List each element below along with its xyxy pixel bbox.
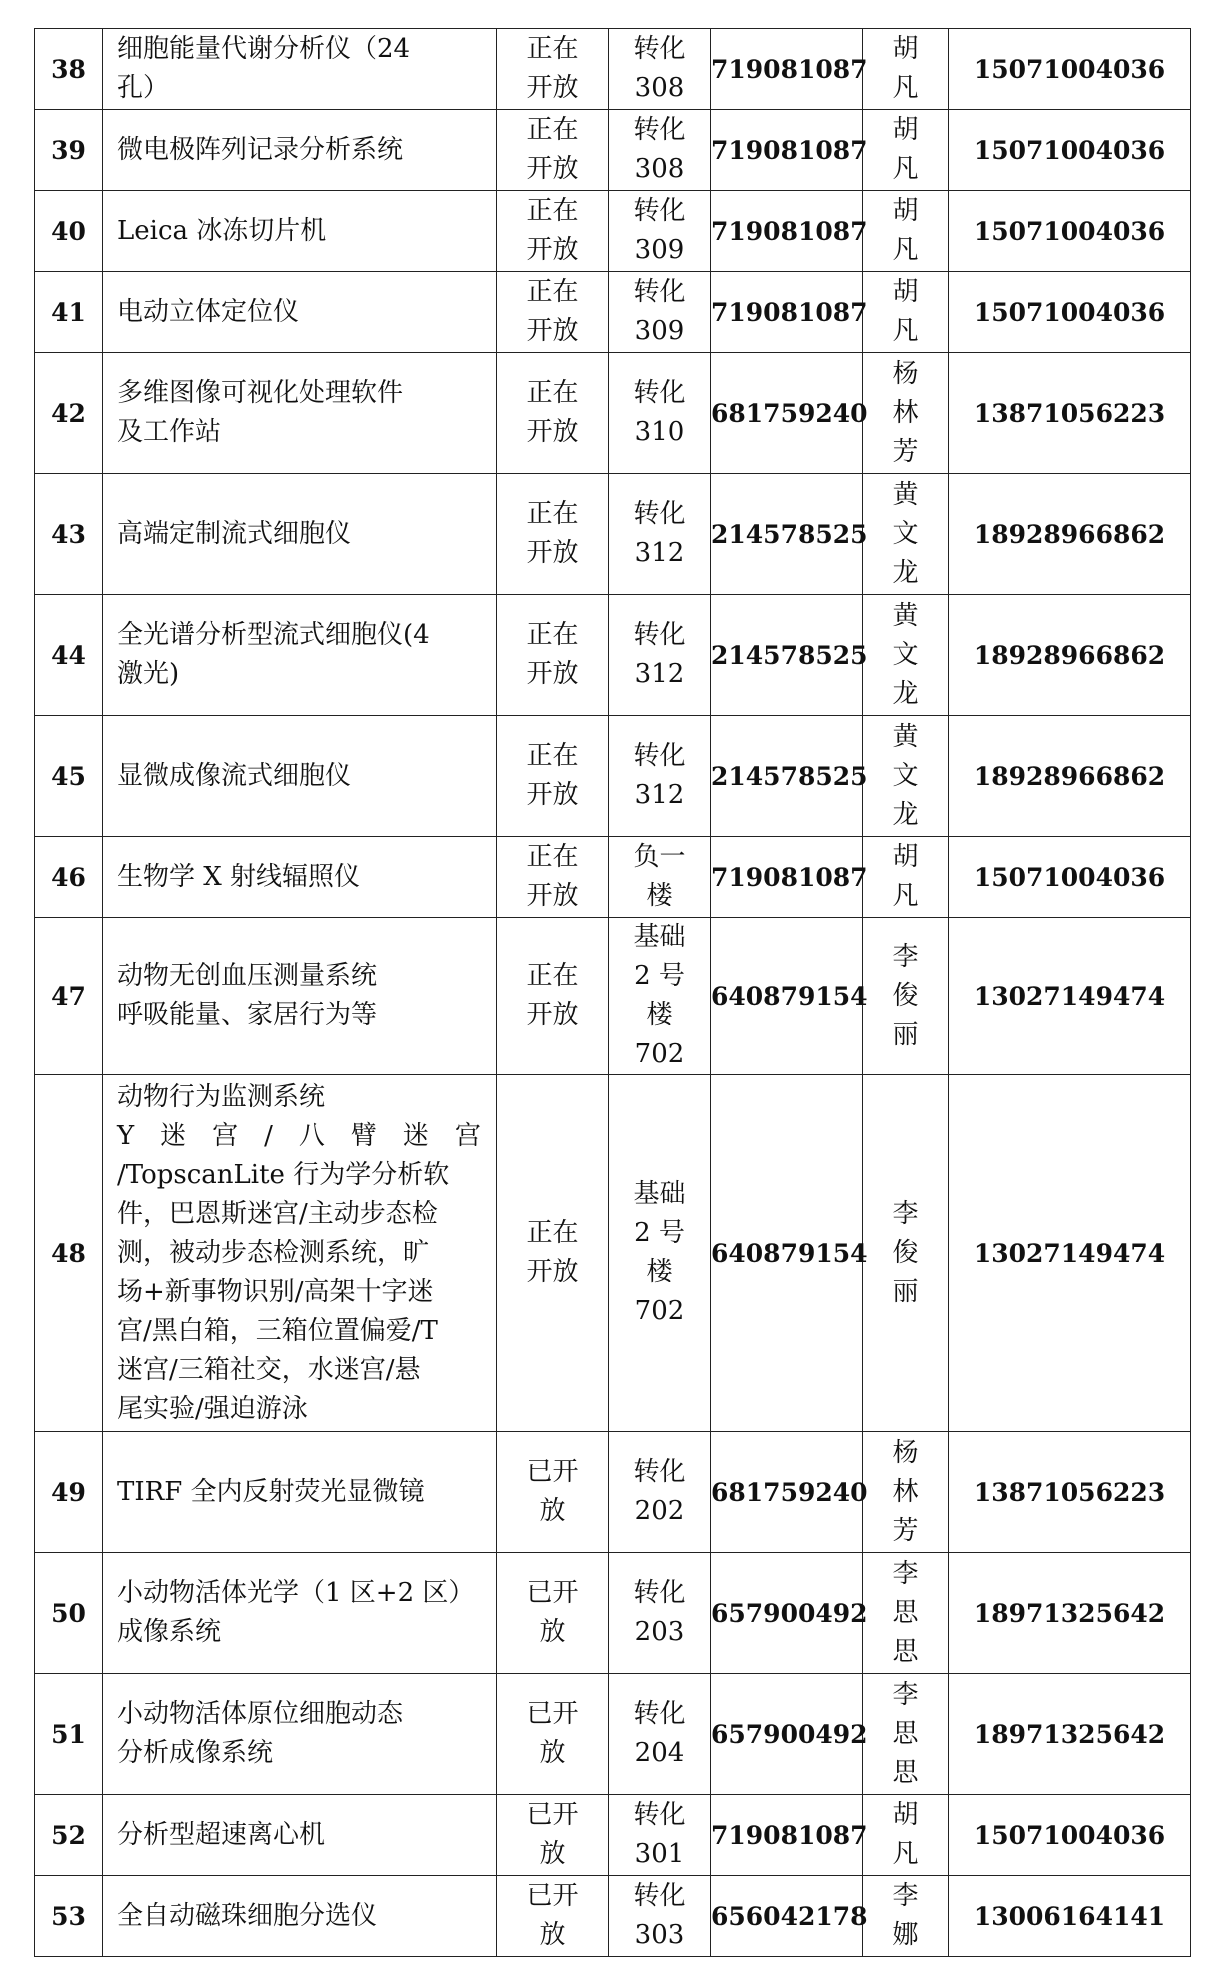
equipment-name [103,837,497,918]
row-number: 53 [35,1876,103,1957]
meeting-code: 681759240 [711,1432,863,1553]
room-location-text: 转化 312 [633,499,686,568]
row-number: 39 [35,110,103,191]
row-number: 42 [35,353,103,474]
room-location-text: 转化 308 [633,34,686,103]
room-location-text: 基础 2 号 楼 702 [633,1179,686,1326]
meeting-code: 719081087 [711,29,863,110]
room-location [609,1553,711,1674]
equipment-name [103,918,497,1075]
contact-person [863,1876,949,1957]
open-status [497,272,609,353]
equipment-name [103,29,497,110]
contact-person-text: 胡 凡 [892,842,919,911]
phone-number: 13871056223 [949,1432,1191,1553]
equipment-name [103,716,497,837]
phone-number: 18971325642 [949,1674,1191,1795]
contact-person [863,29,949,110]
open-status-text: 已开 放 [526,1457,579,1526]
room-location-text: 转化 202 [633,1457,686,1526]
equipment-name [103,191,497,272]
meeting-code: 719081087 [711,1795,863,1876]
open-status [497,474,609,595]
room-location-text: 转化 303 [633,1881,686,1950]
phone-number: 15071004036 [949,191,1191,272]
meeting-code: 214578525 [711,474,863,595]
table-row [35,1075,1191,1432]
table-row [35,716,1191,837]
table-row [35,1432,1191,1553]
equipment-name-text: 微电极阵列记录分析系统 [117,134,404,165]
contact-person-text: 李 娜 [892,1881,919,1950]
table-row [35,191,1191,272]
contact-person [863,272,949,353]
contact-person-text: 李 俊 丽 [892,1198,919,1307]
contact-person [863,716,949,837]
meeting-code: 719081087 [711,837,863,918]
phone-number: 13871056223 [949,353,1191,474]
room-location [609,1795,711,1876]
room-location [609,716,711,837]
contact-person [863,837,949,918]
equipment-name [103,1432,497,1553]
room-location [609,918,711,1075]
open-status [497,595,609,716]
contact-person-text: 胡 凡 [892,277,919,346]
equipment-table [34,28,1191,1957]
equipment-name-text: Leica 冰冻切片机 [117,215,327,246]
room-location-text: 转化 312 [633,620,686,689]
room-location [609,110,711,191]
room-location-text: 转化 312 [633,741,686,810]
phone-number: 13006164141 [949,1876,1191,1957]
contact-person-text: 胡 凡 [892,34,919,103]
open-status [497,29,609,110]
room-location [609,272,711,353]
open-status-text: 正在 开放 [526,961,579,1030]
contact-person [863,1795,949,1876]
equipment-name-text: 显微成像流式细胞仪 [117,760,352,791]
room-location-text: 转化 310 [633,378,686,447]
contact-person [863,595,949,716]
meeting-code: 214578525 [711,595,863,716]
open-status [497,1876,609,1957]
room-location [609,1876,711,1957]
room-location [609,474,711,595]
equipment-name-text: 分析型超速离心机 [117,1819,326,1850]
room-location [609,1432,711,1553]
contact-person [863,918,949,1075]
room-location [609,353,711,474]
open-status-text: 正在 开放 [526,378,579,447]
equipment-name-text: 小动物活体原位细胞动态 分析成像系统 [117,1699,404,1768]
row-number: 46 [35,837,103,918]
meeting-code: 214578525 [711,716,863,837]
room-location [609,29,711,110]
contact-person [863,1674,949,1795]
open-status-text: 正在 开放 [526,196,579,265]
table-row [35,1876,1191,1957]
contact-person [863,474,949,595]
phone-number: 15071004036 [949,1795,1191,1876]
contact-person-text: 黄 文 龙 [892,600,919,709]
open-status-text: 正在 开放 [526,1218,579,1287]
open-status [497,1795,609,1876]
contact-person [863,1553,949,1674]
contact-person-text: 胡 凡 [892,115,919,184]
equipment-name-text: 高端定制流式细胞仪 [117,518,352,549]
row-number: 41 [35,272,103,353]
row-number: 43 [35,474,103,595]
phone-number: 15071004036 [949,272,1191,353]
room-location-text: 转化 309 [633,277,686,346]
room-location-text: 转化 309 [633,196,686,265]
open-status [497,1553,609,1674]
row-number: 40 [35,191,103,272]
open-status-text: 正在 开放 [526,115,579,184]
table-row [35,918,1191,1075]
phone-number: 13027149474 [949,918,1191,1075]
contact-person-text: 李 思 思 [892,1558,919,1667]
contact-person-text: 杨 林 芳 [892,358,919,467]
room-location [609,595,711,716]
room-location [609,191,711,272]
equipment-name-text: 电动立体定位仪 [117,296,300,327]
equipment-name-text: TIRF 全内反射荧光显微镜 [117,1476,425,1507]
contact-person [863,1432,949,1553]
open-status-text: 已开 放 [526,1800,579,1869]
meeting-code: 640879154 [711,1075,863,1432]
open-status-text: 已开 放 [526,1578,579,1647]
room-location [609,837,711,918]
open-status-text: 正在 开放 [526,499,579,568]
equipment-name-text: 动物无创血压测量系统 呼吸能量、家居行为等 [117,961,378,1030]
equipment-name [103,1075,497,1432]
room-location-text: 转化 204 [633,1699,686,1768]
open-status [497,1432,609,1553]
open-status-text: 正在 开放 [526,277,579,346]
row-number: 47 [35,918,103,1075]
equipment-name-text: 小动物活体光学（1 区+2 区） 成像系统 [117,1578,475,1647]
row-number: 51 [35,1674,103,1795]
contact-person [863,1075,949,1432]
open-status-text: 正在 开放 [526,741,579,810]
open-status-text: 正在 开放 [526,620,579,689]
open-status [497,191,609,272]
contact-person-text: 杨 林 芳 [892,1437,919,1546]
open-status [497,716,609,837]
open-status [497,1075,609,1432]
contact-person-text: 胡 凡 [892,1800,919,1869]
equipment-name-text: 全光谱分析型流式细胞仪(4 激光) [117,620,430,689]
table-row [35,595,1191,716]
meeting-code: 657900492 [711,1674,863,1795]
meeting-code: 719081087 [711,272,863,353]
meeting-code: 719081087 [711,110,863,191]
contact-person-text: 胡 凡 [892,196,919,265]
phone-number: 18928966862 [949,595,1191,716]
row-number: 44 [35,595,103,716]
table-row [35,837,1191,918]
open-status [497,837,609,918]
row-number: 50 [35,1553,103,1674]
meeting-code: 681759240 [711,353,863,474]
equipment-name-text: 细胞能量代谢分析仪（24 孔） [117,34,411,103]
room-location [609,1674,711,1795]
phone-number: 13027149474 [949,1075,1191,1432]
equipment-name [103,272,497,353]
room-location-text: 转化 301 [633,1800,686,1869]
meeting-code: 719081087 [711,191,863,272]
row-number: 38 [35,29,103,110]
equipment-name [103,1795,497,1876]
open-status-text: 已开 放 [526,1699,579,1768]
contact-person [863,110,949,191]
open-status [497,110,609,191]
room-location-text: 转化 203 [633,1578,686,1647]
equipment-name [103,474,497,595]
room-location-text: 负一 楼 [633,842,686,911]
contact-person-text: 黄 文 龙 [892,721,919,830]
equipment-name-text: 多维图像可视化处理软件 及工作站 [117,378,404,447]
phone-number: 18971325642 [949,1553,1191,1674]
meeting-code: 657900492 [711,1553,863,1674]
table-row [35,1674,1191,1795]
meeting-code: 656042178 [711,1876,863,1957]
contact-person-text: 李 思 思 [892,1679,919,1788]
equipment-table-body [35,29,1191,1957]
table-row [35,29,1191,110]
row-number: 52 [35,1795,103,1876]
open-status-text: 已开 放 [526,1881,579,1950]
open-status [497,353,609,474]
equipment-name [103,353,497,474]
contact-person [863,191,949,272]
open-status [497,1674,609,1795]
row-number: 48 [35,1075,103,1432]
contact-person-text: 黄 文 龙 [892,479,919,588]
equipment-name-text: 生物学 X 射线辐照仪 [117,861,361,892]
open-status-text: 正在 开放 [526,842,579,911]
table-row [35,1795,1191,1876]
open-status-text: 正在 开放 [526,34,579,103]
equipment-name [103,1674,497,1795]
equipment-name [103,1553,497,1674]
phone-number: 18928966862 [949,474,1191,595]
contact-person [863,353,949,474]
table-row [35,353,1191,474]
contact-person-text: 李 俊 丽 [892,941,919,1050]
phone-number: 15071004036 [949,29,1191,110]
row-number: 45 [35,716,103,837]
phone-number: 15071004036 [949,110,1191,191]
phone-number: 15071004036 [949,837,1191,918]
room-location-text: 基础 2 号 楼 702 [633,922,686,1069]
equipment-name [103,1876,497,1957]
equipment-name [103,595,497,716]
open-status [497,918,609,1075]
equipment-name-text: 动物行为监测系统 Y 迷 宫 / 八 臂 迷 宫 /TopscanLite 行为学分析软 件，巴恩斯迷宫/主动步态检 测，被动步态检测系统，旷 场+新事物识别/高架十字迷 宫/黑白箱，三箱位置偏爱/T 迷宫/三箱社交，水迷宫/悬 尾实验/强迫游泳 [117,1081,481,1424]
meeting-code: 640879154 [711,918,863,1075]
equipment-name [103,110,497,191]
table-row [35,272,1191,353]
room-location [609,1075,711,1432]
row-number: 49 [35,1432,103,1553]
phone-number: 18928966862 [949,716,1191,837]
table-row [35,474,1191,595]
equipment-name-text: 全自动磁珠细胞分选仪 [117,1900,378,1931]
room-location-text: 转化 308 [633,115,686,184]
table-row [35,1553,1191,1674]
table-row [35,110,1191,191]
